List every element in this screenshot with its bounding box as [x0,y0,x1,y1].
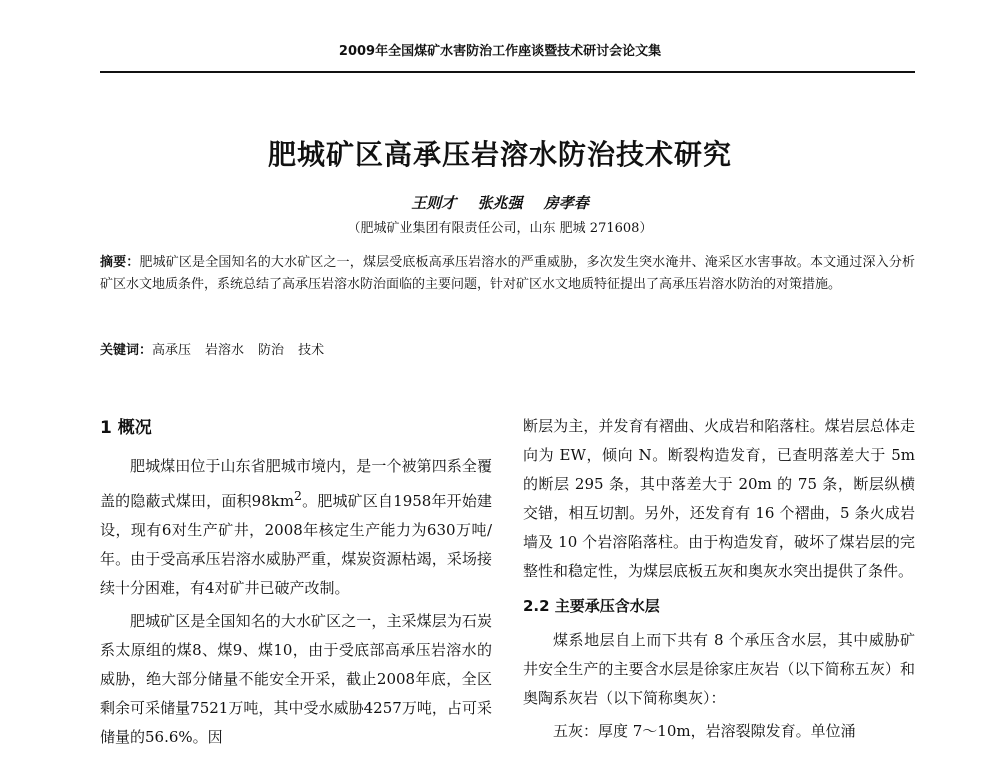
superscript-2: 2 [294,488,302,503]
paper-title: 肥城矿区高承压岩溶水防治技术研究 [267,138,732,171]
author-list [0,192,1000,213]
running-head: 2009年全国煤矿水害防治工作座谈暨技术研讨会论文集 [338,44,662,59]
body-paragraph-continued: 断层为主，并发育有褶曲、火成岩和陷落柱。煤岩层总体走向为 EW，倾向 N。断裂构造发育，已查明落差大于 5m 的断层 295 条，其中落差大于 20m 的 75 条，断层纵横交错，相互切割。另外，还发育有 16 个褶曲，5 条火成岩墙及 10 个岩溶陷落柱。由于构造发育，破坏了煤岩层的完整性和稳定性，为煤层底板五灰和奥灰水突出提供了条件。 [523,417,915,580]
keyword: 高承压 [152,343,192,358]
abstract-text: 肥城矿区是全国知名的大水矿区之一，煤层受底板高承压岩溶水的严重威胁，多次发生突水淹井、淹采区水害事故。本文通过深入分析矿区水文地质条件，系统总结了高承压岩溶水防治面临的主要问题，针对矿区水文地质特征提出了高承压岩溶水防治的对策措施。 [100,255,915,292]
author-name: 房孝春 [543,194,589,212]
body-column-right [523,412,915,750]
body-paragraph: 煤系地层自上而下共有 8 个承压含水层，其中威胁矿井安全生产的主要含水层是徐家庄灰岩（以下简称五灰）和奥陶系灰岩（以下简称奥灰）： [523,631,915,707]
abstract-label: 摘要： [100,255,140,270]
section-heading-overview: 1 概况 [100,418,152,438]
keyword: 岩溶水 [205,343,245,358]
header-rule [100,71,915,73]
paragraph-text: 肥城煤田位于山东省肥城市境内，是一个被第四系全覆盖的隐蔽式煤田，面积98km [100,457,492,510]
body-paragraph [100,452,492,603]
body-paragraph: 肥城矿区是全国知名的大水矿区之一，主采煤层为石炭系太原组的煤8、煤9、煤10，由于受底部高承压岩溶水的威胁，绝大部分储量不能安全开采，截止2008年底，全区剩余可采储量7521万吨，其中受水威胁4257万吨，占可采储量的56.6%。因 [100,612,492,746]
abstract [100,252,915,296]
keywords [100,340,915,362]
section-heading-aquifers: 2.2 主要承压含水层 [523,597,660,615]
paragraph-text: 。肥城矿区自1958年开始建设，现有6对生产矿井，2008年核定生产能力为630万吨/年。由于受高承压岩溶水威胁严重，煤炭资源枯竭，采场接续十分困难，有4对矿井已破产改制。 [100,492,492,597]
author-affiliation: （肥城矿业集团有限责任公司，山东 肥城 271608） [347,221,653,236]
author-name: 王则才 [411,194,457,212]
keyword: 技术 [298,343,325,358]
body-paragraph: 五灰：厚度 7～10m，岩溶裂隙发育。单位涌 [553,722,856,740]
keyword: 防治 [258,343,285,358]
body-column-left [100,412,492,756]
author-name: 张兆强 [477,194,523,212]
keywords-label: 关键词： [100,343,153,358]
